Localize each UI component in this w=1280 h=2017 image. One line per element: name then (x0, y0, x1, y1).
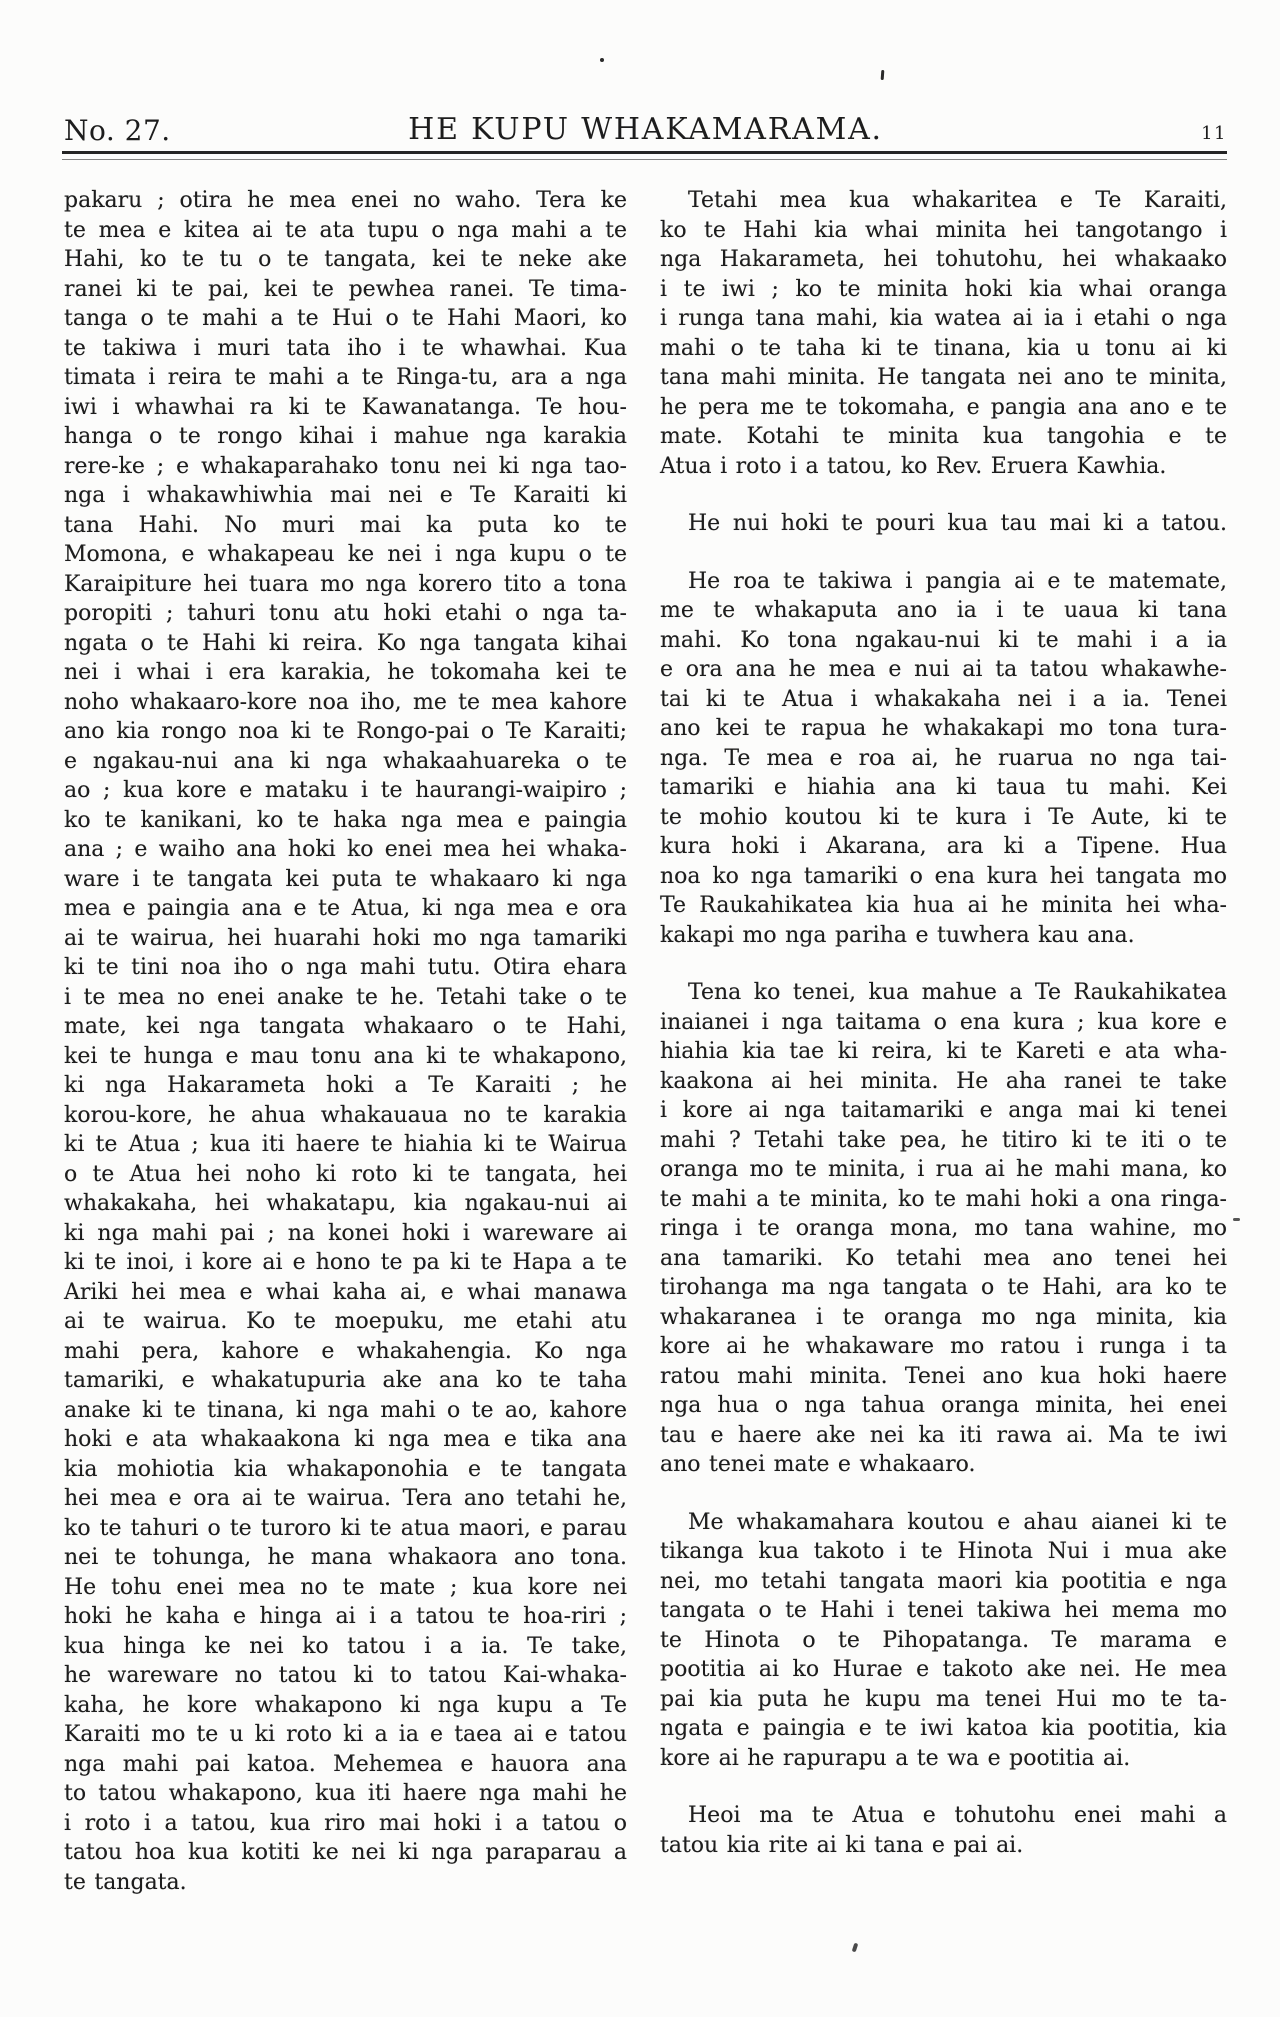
text-line: tana Hahi. No muri mai ka puta ko te (64, 512, 627, 538)
text-line: ki nga mahi pai ; na konei hoki i wareware ai (64, 1220, 627, 1246)
text-line: tikanga kua takoto i te Hinota Nui i mua ake (660, 1539, 1227, 1564)
scan-speck (881, 70, 885, 80)
text-line: tai ki te Atua i whakakaha nei i a ia. Tenei (660, 686, 1227, 712)
text-line: mate. Kotahi te minita kua tangohia e te (660, 424, 1227, 449)
text-line: nei te tohunga, he mana whakaora ano tona. (64, 1545, 627, 1570)
text-line: nga Hakarameta, hei tohutohu, hei whakaako (660, 247, 1227, 272)
text-line: ano tenei mate e whakaaro. (660, 1452, 976, 1477)
text-line: kura hoki i Akarana, ara ki a Tipene. Hua (660, 834, 1227, 859)
text-line: ano kei te rapua he whakakapi mo tona tura- (660, 716, 1227, 741)
text-line: nga hua o nga tahua oranga minita, hei enei (660, 1393, 1227, 1418)
paragraph (660, 1508, 1227, 1774)
text-line: ai te wairua. Ko te moepuku, me etahi atu (64, 1309, 627, 1334)
text-line: ao ; kua kore e mataku i te haurangi-waipiro ; (64, 778, 627, 803)
text-line: te mohio koutou ki te kura i Te Aute, ki te (660, 804, 1227, 830)
page-number: 11 (1201, 123, 1227, 144)
text-line: pai kia puta he kupu ma tenei Hui mo te ta- (660, 1686, 1227, 1712)
text-line: nga mahi pai katoa. Mehemea e hauora ana (64, 1751, 627, 1777)
text-line: hiahia kia tae ki reira, ki te Kareti e ata wha- (660, 1039, 1227, 1064)
text-line: ko te kanikani, ko te haka nga mea e paingia (64, 807, 627, 833)
text-line: mahi ? Tetahi take pea, he titiro ki te iti o te (660, 1127, 1227, 1153)
text-line: me te whakaputa ano ia i te uaua ki tana (660, 598, 1227, 623)
text-line: te takiwa i muri tata iho i te whawhai. Kua (64, 335, 627, 361)
paragraph (660, 186, 1227, 481)
text-line: anake ki te tinana, ki nga mahi o te ao, kahore (64, 1397, 627, 1423)
text-line: tamariki, e whakatupuria ake ana ko te taha (64, 1368, 627, 1393)
page-header (64, 112, 1227, 148)
text-line: hei mea e ora ai te wairua. Tera ano tetahi he, (64, 1486, 627, 1511)
text-line: ki te Atua ; kua iti haere te hiahia ki te Wairua (64, 1132, 627, 1157)
text-line: te tangata. (64, 1869, 187, 1895)
text-line: ngata e paingia e te iwi katoa kia pootitia, kia (660, 1716, 1227, 1741)
text-line: kaakona ai hei minita. He aha ranei te take (660, 1068, 1227, 1094)
paragraph (660, 567, 1227, 951)
text-line: tanga o te mahi a te Hui o te Hahi Maori, ko (64, 306, 627, 331)
text-line: Tetahi mea kua whakaritea e Te Karaiti, (688, 188, 1227, 213)
text-line: ai te wairua, hei huarahi hoki mo nga tamariki (64, 925, 627, 951)
text-line: to tatou whakapono, kua iti haere nga mahi he (64, 1781, 627, 1806)
text-line: Momona, e whakapeau ke nei i nga kupu o te (64, 542, 627, 567)
text-line: nei i whai i era karakia, he tokomaha kei te (64, 660, 627, 685)
text-line: mea e paingia ana e te Atua, ki nga mea e ora (64, 896, 627, 921)
text-line: nei, mo tetahi tangata maori kia pootitia e nga (660, 1568, 1227, 1594)
text-line: noho whakaaro-kore noa iho, me te mea kahore (64, 689, 627, 715)
text-line: hanga o te rongo kihai i mahue nga karakia (64, 424, 627, 449)
text-line: ratou mahi minita. Tenei ano kua hoki haere (660, 1363, 1227, 1389)
text-line: ware i te tangata kei puta te whakaaro ki nga (64, 866, 627, 892)
text-line: mahi pera, kahore e whakahengia. Ko nga (64, 1338, 627, 1364)
text-line: timata i reira te mahi a te Ringa-tu, ara a nga (64, 365, 627, 390)
text-line: whakakaha, hei whakatapu, kia ngakau-nui ai (64, 1191, 627, 1216)
scan-speck (1233, 1218, 1240, 1221)
text-line: inaianei i nga taitama o ena kura ; kua kore e (660, 1009, 1227, 1035)
text-line: korou-kore, he ahua whakauaua no te karakia (64, 1102, 627, 1128)
text-line: Hahi, ko te tu o te tangata, kei te neke ake (64, 247, 627, 272)
text-line: Karaiti mo te u ki roto ki a ia e taea ai e tatou (64, 1722, 627, 1747)
text-line: iwi i whawhai ra ki te Kawanatanga. Te hou- (64, 394, 627, 420)
issue-number: No. 27. (64, 114, 171, 147)
text-line: i roto i a tatou, kua riro mai hoki i a tatou o (64, 1810, 627, 1836)
paragraph (64, 186, 627, 1897)
text-line: he wareware no tatou ki to tatou Kai-whaka- (64, 1663, 627, 1688)
text-line: noa ko nga tamariki o ena kura hei tangata mo (660, 863, 1227, 889)
text-line: pootitia ai ko Hurae e takoto ake nei. He mea (660, 1657, 1227, 1682)
text-line: Ariki hei mea e whai kaha ai, e whai manawa (64, 1279, 627, 1305)
text-line: ki te tini noa iho o nga mahi tutu. Otira ehara (64, 955, 627, 980)
text-line: te Hinota o te Pihopatanga. Te marama e (660, 1627, 1227, 1653)
text-line: kakapi mo nga pariha e tuwhera kau ana. (660, 922, 1135, 948)
text-line: oranga mo te minita, i rua ai he mahi mana, ko (660, 1157, 1227, 1182)
text-line: hoki e ata whakaakona ki nga mea e tika ana (64, 1427, 627, 1452)
text-line: mahi o te taha ki te tinana, kia u tonu ai ki (660, 335, 1227, 361)
text-line: tana mahi minita. He tangata nei ano te minita, (660, 365, 1227, 390)
text-line: ana ; e waiho ana hoki ko enei mea hei whaka- (64, 837, 627, 862)
text-line: i te mea no enei anake te he. Tetahi take o te (64, 984, 627, 1010)
text-line: i runga tana mahi, kia watea ai ia i etahi o nga (660, 306, 1227, 331)
text-line: Atua i roto i a tatou, ko Rev. Eruera Kawhia. (660, 453, 1167, 479)
page-title: HE KUPU WHAKAMARAMA. (408, 112, 883, 147)
text-line: i te iwi ; ko te minita hoki kia whai oranga (660, 276, 1227, 302)
text-line: kua hinga ke nei ko tatou i a ia. Te take, (64, 1633, 627, 1659)
text-line: He tohu enei mea no te mate ; kua kore nei (64, 1574, 627, 1600)
left-column (64, 186, 627, 1897)
right-column (660, 186, 1227, 1860)
text-line: nga i whakawhiwhia mai nei e Te Karaiti ki (64, 483, 627, 508)
text-line: ki te inoi, i kore ai e hono te pa ki te Hapa a te (64, 1250, 627, 1275)
scan-speck (600, 58, 604, 62)
text-line: Me whakamahara koutou e ahau aianei ki te (688, 1509, 1227, 1535)
text-line: te mahi a te minita, ko te mahi hoki a ona ringa- (660, 1186, 1227, 1212)
text-line: kaha, he kore whakapono ki nga kupu a Te (64, 1692, 627, 1718)
text-line: He roa te takiwa i pangia ai e te matemate, (688, 568, 1227, 594)
text-line: kore ai he rapurapu a te wa e pootitia ai. (660, 1745, 1131, 1771)
text-line: pakaru ; otira he mea enei no waho. Tera ke (64, 188, 627, 213)
text-line: mate, kei nga tangata whakaaro o te Hahi, (64, 1014, 627, 1039)
header-rule (62, 151, 1227, 160)
text-line: ano kia rongo noa ki te Rongo-pai o Te Karaiti; (64, 719, 627, 744)
text-line: tatou kia rite ai ki tana e pai ai. (660, 1832, 1024, 1858)
text-line: nga. Te mea e roa ai, he ruarua no nga tai- (660, 745, 1227, 771)
text-line: he pera me te tokomaha, e pangia ana ano e te (660, 394, 1227, 420)
text-line: ko te Hahi kia whai minita hei tangotango i (660, 217, 1227, 243)
text-line: tangata o te Hahi i tenei takiwa hei mema mo (660, 1598, 1227, 1623)
text-line: ko te tahuri o te turoro ki te atua maori, e parau (64, 1515, 627, 1541)
text-line: He nui hoki te pouri kua tau mai ki a tatou. (688, 511, 1227, 536)
scan-speck (852, 1943, 859, 1953)
text-line: rere-ke ; e whakaparahako tonu nei ki nga tao- (64, 453, 627, 479)
text-line: o te Atua hei noho ki roto ki te tangata, hei (64, 1161, 627, 1187)
text-line: tirohanga ma nga tangata o te Hahi, ara ko te (660, 1275, 1227, 1300)
text-line: Tena ko tenei, kua mahue a Te Raukahikatea (688, 980, 1227, 1005)
text-line: tamariki e hiahia ana ki taua tu mahi. Kei (660, 775, 1227, 800)
text-line: whakaranea i te oranga mo nga minita, kia (660, 1304, 1227, 1330)
text-line: kei te hunga e mau tonu ana ki te whakapono, (64, 1043, 627, 1069)
text-line: kore ai he whakaware mo ratou i runga i ta (660, 1334, 1227, 1359)
text-line: ki nga Hakarameta hoki a Te Karaiti ; he (64, 1073, 627, 1098)
text-line: kia mohiotia kia whakaponohia e te tangata (64, 1456, 627, 1482)
text-line: e ngakau-nui ana ki nga whakaahuareka o te (64, 748, 627, 774)
text-line: ana tamariki. Ko tetahi mea ano tenei hei (660, 1245, 1227, 1271)
text-line: tau e haere ake nei ka iti rawa ai. Ma te iwi (660, 1422, 1227, 1448)
text-line: ngata o te Hahi ki reira. Ko nga tangata kihai (64, 630, 627, 656)
text-line: Te Raukahikatea kia hua ai he minita hei wha- (660, 893, 1227, 918)
paragraph (660, 509, 1227, 539)
text-line: mahi. Ko tona ngakau-nui ki te mahi i a ia (660, 627, 1227, 653)
text-line: Heoi ma te Atua e tohutohu enei mahi a (688, 1803, 1227, 1828)
text-line: ranei ki te pai, kei te pewhea ranei. Te tima- (64, 276, 627, 302)
text-line: te mea e kitea ai te ata tupu o nga mahi a te (64, 217, 627, 243)
text-line: e ora ana he mea e nui ai ta tatou whakawhe- (660, 657, 1227, 682)
text-line: ringa i te oranga mona, mo tana wahine, mo (660, 1216, 1227, 1241)
text-line: i kore ai nga taitamariki e anga mai ki tenei (660, 1098, 1227, 1123)
paragraph (660, 1801, 1227, 1860)
paragraph (660, 978, 1227, 1480)
text-line: tatou hoa kua kotiti ke nei ki nga paraparau a (64, 1840, 627, 1865)
text-line: hoki he kaha e hinga ai i a tatou te hoa-riri ; (64, 1604, 627, 1629)
text-line: Karaipiture hei tuara mo nga korero tito a tona (64, 571, 627, 597)
text-line: poropiti ; tahuri tonu atu hoki etahi o nga ta- (64, 601, 627, 626)
